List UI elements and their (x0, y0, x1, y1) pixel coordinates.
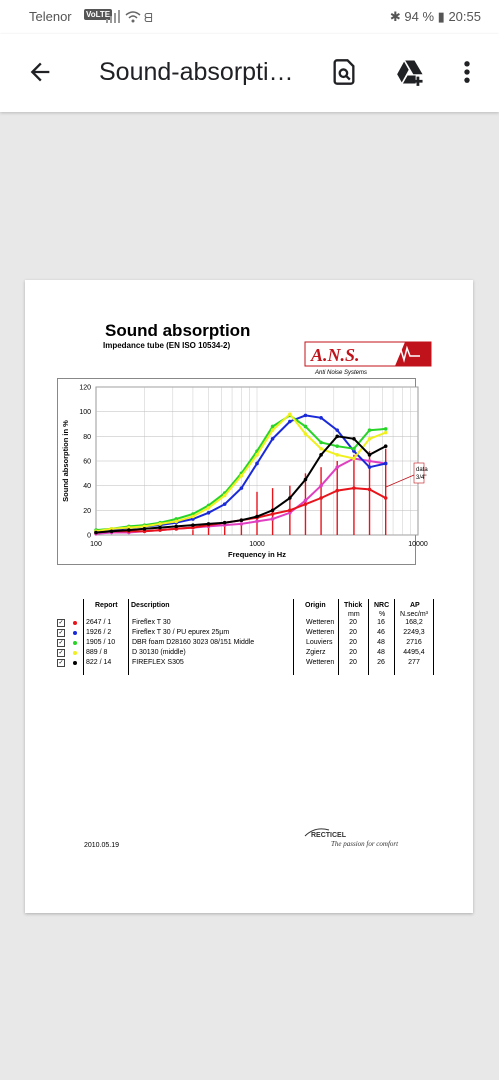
side-note-line2: 3/4" (416, 475, 427, 481)
carrier-label: Telenor (29, 9, 72, 24)
row-checkbox[interactable]: ✓ (58, 660, 64, 666)
cell-nrc: 46 (377, 629, 385, 636)
series-5-point (271, 509, 275, 513)
series-5-point (174, 525, 178, 529)
table-row (55, 628, 435, 638)
series-3-point (335, 444, 339, 448)
side-note-line1: data (416, 467, 428, 473)
app-bar (0, 34, 499, 112)
document-title: Sound-absorpti… (99, 58, 294, 86)
series-5-point (143, 527, 147, 531)
series-color-dot (73, 631, 77, 635)
series-4-point (368, 437, 372, 441)
y-tick-label: 120 (79, 384, 91, 392)
y-tick-label: 60 (83, 458, 91, 466)
series-1-point (384, 496, 388, 500)
cell-description: Fireflex T 30 (132, 619, 171, 626)
col-description: Description (131, 602, 170, 609)
series-color-dot (73, 621, 77, 625)
cell-origin: Wetteren (306, 619, 335, 626)
row-checkbox[interactable]: ✓ (58, 650, 64, 656)
series-3-point (384, 427, 388, 431)
series-3-point (352, 447, 356, 451)
cell-ap: 4495,4 (403, 649, 425, 656)
col-thick-unit: mm (348, 611, 360, 618)
series-1-point (352, 486, 356, 490)
y-tick-label: 40 (83, 483, 91, 491)
y-tick-label: 80 (83, 433, 91, 441)
x-tick-label: 1000 (249, 541, 265, 548)
cell-thick: 20 (349, 619, 357, 626)
table-row (55, 618, 435, 628)
table-header (55, 599, 435, 617)
series-extra-point (240, 522, 244, 526)
more-options-icon[interactable] (457, 58, 477, 86)
svg-text:RECTICEL: RECTICEL (311, 832, 346, 839)
series-3-point (304, 425, 308, 429)
series-5-point (335, 435, 339, 439)
cell-ap: 277 (408, 659, 420, 666)
series-color-dot (73, 651, 77, 655)
series-2-point (335, 428, 339, 432)
series-4-point (191, 515, 195, 519)
cell-nrc: 16 (377, 619, 385, 626)
cell-report: 1926 / 2 (86, 629, 112, 636)
series-extra-point (255, 520, 259, 524)
series-1-point (319, 496, 323, 500)
series-2-point (240, 486, 244, 490)
series-1-point (288, 509, 292, 513)
series-4-point (240, 474, 244, 478)
series-5-point (240, 518, 244, 522)
chart-title: Sound absorption (105, 321, 251, 340)
series-3-point (368, 428, 372, 432)
col-ap: AP (410, 602, 420, 609)
col-report: Report (95, 602, 118, 609)
series-4-point (319, 447, 323, 451)
series-2-point (319, 416, 323, 420)
cell-description: D 30130 (middle) (132, 649, 186, 656)
series-5-point (288, 496, 292, 500)
chart-frame (57, 378, 428, 565)
series-extra-point (319, 484, 323, 488)
y-axis-label: Sound absorption in % (61, 420, 70, 502)
table-row (55, 658, 435, 668)
series-2-point (271, 437, 275, 441)
series-5-point (110, 530, 114, 534)
series-4-point (174, 520, 178, 524)
cell-thick: 20 (349, 649, 357, 656)
cell-nrc: 26 (377, 659, 385, 666)
series-1-point (368, 488, 372, 492)
cell-ap: 2716 (406, 639, 422, 646)
svg-text:Anti Noise Systems: Anti Noise Systems (315, 370, 368, 376)
series-1-point (271, 512, 275, 516)
series-2-point (207, 511, 211, 515)
row-checkbox[interactable]: ✓ (58, 640, 64, 646)
y-tick-label: 0 (87, 532, 91, 540)
series-2-point (223, 502, 227, 506)
series-2-point (368, 465, 372, 469)
series-5-point (304, 478, 308, 482)
series-extra-point (368, 459, 372, 463)
cell-thick: 20 (349, 639, 357, 646)
series-5-point (384, 444, 388, 448)
series-4-point (271, 428, 275, 432)
battery-level: 94 % (404, 9, 435, 24)
pdf-page (25, 280, 473, 913)
add-to-drive-icon[interactable] (396, 58, 426, 86)
cell-description: FIREFLEX S305 (132, 659, 184, 666)
cell-origin: Zgierz (306, 649, 326, 656)
series-4-point (352, 457, 356, 461)
series-4-point (255, 453, 259, 457)
status-bar (0, 0, 499, 34)
series-extra-point (271, 517, 275, 521)
x-axis-label: Frequency in Hz (228, 550, 286, 559)
series-4-point (304, 432, 308, 436)
cell-nrc: 48 (377, 639, 385, 646)
col-nrc: NRC (374, 602, 390, 609)
cell-origin: Louviers (306, 639, 333, 646)
report-date: 2010.05.19 (84, 842, 120, 849)
series-5-point (158, 526, 162, 530)
svg-text:A.N.S.: A.N.S. (311, 345, 360, 365)
cell-ap: 2249,3 (403, 629, 425, 636)
recticel-logo (303, 826, 423, 852)
series-5-point (352, 437, 356, 441)
series-5-point (207, 522, 211, 526)
series-color-dot (73, 661, 77, 665)
ans-logo (305, 342, 431, 376)
series-4-point (335, 453, 339, 457)
series-4-point (288, 412, 292, 416)
table-row (55, 638, 435, 648)
series-5-point (223, 521, 227, 525)
col-ap-unit: N.sec/m³ (400, 611, 428, 618)
series-2-point (304, 414, 308, 418)
cell-report: 889 / 8 (86, 649, 108, 656)
series-5-point (319, 453, 323, 457)
x-tick-label: 10000 (408, 541, 428, 548)
find-in-page-icon[interactable] (330, 58, 358, 86)
volte-badge: VoLTE (86, 10, 111, 19)
series-5-point (368, 453, 372, 457)
cell-nrc: 48 (377, 649, 385, 656)
y-tick-label: 100 (79, 409, 91, 417)
chart-subtitle: Impedance tube (EN ISO 10534-2) (103, 341, 231, 350)
row-checkbox[interactable]: ✓ (58, 630, 64, 636)
series-4-point (207, 506, 211, 510)
series-3-point (319, 441, 323, 445)
series-extra-point (304, 499, 308, 503)
series-5-point (127, 528, 131, 532)
cell-origin: Wetteren (306, 659, 335, 666)
bluetooth-icon: ✱ (389, 9, 401, 24)
signal-wifi-icon (106, 10, 156, 24)
series-5-point (94, 531, 98, 535)
series-color-dot (73, 641, 77, 645)
cell-ap: 168,2 (405, 619, 423, 626)
svg-text:The passion for comfort: The passion for comfort (331, 840, 399, 848)
cell-origin: Wetteren (306, 629, 335, 636)
series-2-point (255, 462, 259, 466)
cell-description: Fireflex T 30 / PU epurex 25µm (132, 629, 230, 636)
series-4-point (158, 522, 162, 526)
x-tick-label: 100 (90, 541, 102, 548)
y-tick-label: 20 (83, 507, 91, 515)
series-extra-point (335, 465, 339, 469)
col-nrc-unit: % (379, 611, 386, 618)
series-5-point (191, 523, 195, 527)
cell-report: 1905 / 10 (86, 639, 116, 646)
series-1-point (304, 502, 308, 506)
series-4-point (384, 431, 388, 435)
row-checkbox[interactable]: ✓ (58, 620, 64, 626)
battery-icon: ▮ (437, 9, 445, 24)
svg-text:ᗺ: ᗺ (144, 11, 153, 25)
col-origin: Origin (305, 602, 326, 609)
clock: 20:55 (448, 9, 481, 24)
cell-report: 822 / 14 (86, 659, 112, 666)
series-1-point (335, 489, 339, 493)
series-5-point (255, 515, 259, 519)
back-arrow-icon[interactable] (26, 58, 54, 86)
cell-thick: 20 (349, 629, 357, 636)
absorption-chart (58, 379, 428, 564)
cell-thick: 20 (349, 659, 357, 666)
table-row (55, 648, 435, 658)
series-2-point (384, 462, 388, 466)
cell-report: 2647 / 1 (86, 619, 112, 626)
col-thick: Thick (344, 602, 363, 609)
series-2-point (288, 420, 292, 424)
series-4-point (223, 494, 227, 498)
cell-description: DBR foam D28160 3023 08/151 Middle (132, 639, 255, 646)
